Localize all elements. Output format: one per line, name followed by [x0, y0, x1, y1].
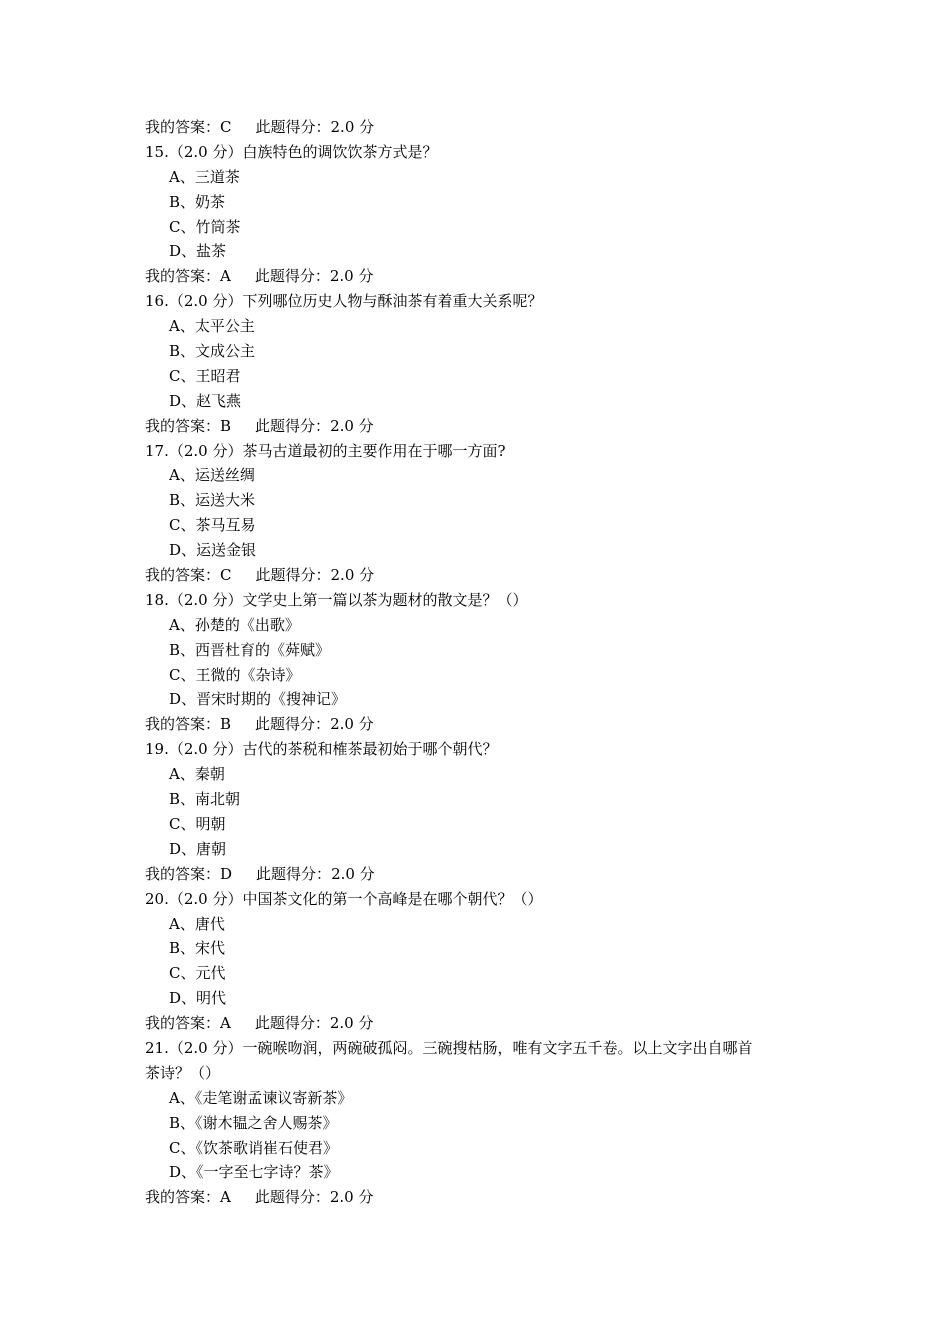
option-c: C、《饮茶歌诮崔石使君》 [169, 1138, 338, 1157]
question-text: 16.（2.0 分）下列哪位历史人物与酥油茶有着重大关系呢？ [145, 292, 543, 311]
score-label: 此题得分： [256, 864, 332, 883]
answer-line [145, 1185, 825, 1210]
option-c: C、竹筒茶 [169, 217, 241, 236]
option-c: C、王微的《杂诗》 [169, 665, 301, 684]
option-a: A、唐代 [169, 914, 225, 933]
option-d: D、《一字至七字诗？茶》 [169, 1163, 339, 1182]
answer-line [145, 712, 825, 737]
score-value: 2.0 分 [330, 715, 374, 734]
option-c: C、元代 [169, 964, 226, 983]
score-label: 此题得分： [255, 416, 331, 435]
answer-value: B [220, 715, 232, 734]
score-label: 此题得分： [254, 267, 330, 286]
option-b: B、西晋杜育的《荈赋》 [169, 640, 331, 659]
option-d: D、运送金银 [169, 541, 257, 560]
answer-value: A [220, 1188, 231, 1207]
question-text-continued: 茶诗？（） [145, 1063, 221, 1082]
answer-line [145, 115, 825, 140]
option-b: B、运送大米 [169, 491, 256, 510]
answer-value: A [220, 267, 231, 286]
score-value: 2.0 分 [329, 1188, 374, 1207]
option-b: B、文成公主 [169, 342, 256, 361]
answer-value: A [220, 1014, 231, 1033]
option-d: D、唐朝 [169, 839, 227, 858]
answer-label: 我的答案： [145, 566, 221, 585]
option-c: C、明朝 [169, 814, 226, 833]
answer-label: 我的答案： [145, 416, 221, 435]
option-b: B、《谢木韫之舍人赐茶》 [169, 1113, 338, 1132]
score-label: 此题得分： [255, 566, 331, 585]
answer-value: C [220, 566, 232, 585]
score-label: 此题得分： [255, 715, 331, 734]
option-a: A、秦朝 [169, 765, 225, 784]
option-a: A、三道茶 [169, 167, 240, 186]
answer-label: 我的答案： [145, 715, 221, 734]
answer-label: 我的答案： [145, 267, 221, 286]
score-value: 2.0 分 [329, 1014, 374, 1033]
answer-label: 我的答案： [145, 1014, 221, 1033]
option-d: D、赵飞燕 [169, 391, 242, 410]
option-b: B、宋代 [169, 939, 226, 958]
option-a: A、太平公主 [169, 317, 255, 336]
answer-value: C [220, 118, 232, 136]
option-c: C、王昭君 [169, 366, 241, 385]
answer-label: 我的答案： [145, 864, 221, 883]
answer-label: 我的答案： [145, 118, 221, 136]
answer-line [145, 264, 825, 289]
option-d: D、晋宋时期的《搜神记》 [169, 690, 347, 709]
option-a: A、孙楚的《出歌》 [169, 615, 300, 634]
answer-line [145, 563, 825, 588]
option-a: A、运送丝绸 [169, 466, 255, 485]
score-value: 2.0 分 [331, 864, 375, 883]
score-value: 2.0 分 [330, 416, 374, 435]
score-value: 2.0 分 [330, 566, 375, 585]
question-text: 20.（2.0 分）中国茶文化的第一个高峰是在哪个朝代？（） [145, 889, 543, 908]
option-b: B、奶茶 [169, 192, 226, 211]
option-a: A、《走笔谢孟谏议寄新茶》 [169, 1088, 353, 1107]
option-d: D、盐茶 [169, 242, 227, 261]
option-c: C、茶马互易 [169, 516, 256, 535]
quiz-content [145, 115, 825, 1210]
answer-line [145, 414, 825, 439]
question-text: 18.（2.0 分）文学史上第一篇以茶为题材的散文是？（） [145, 590, 528, 609]
score-label: 此题得分： [254, 1188, 330, 1207]
answer-value: B [220, 416, 232, 435]
question-text: 15.（2.0 分）白族特色的调饮饮茶方式是？ [145, 142, 438, 161]
answer-value: D [220, 864, 233, 883]
question-text: 17.（2.0 分）茶马古道最初的主要作用在于哪一方面? [145, 441, 506, 460]
score-label: 此题得分： [254, 1014, 330, 1033]
score-label: 此题得分： [255, 118, 331, 136]
question-text: 19.（2.0 分）古代的茶税和榷茶最初始于哪个朝代？ [145, 740, 498, 759]
answer-line [145, 1011, 825, 1036]
option-d: D、明代 [169, 989, 227, 1008]
score-value: 2.0 分 [330, 118, 375, 136]
option-b: B、南北朝 [169, 790, 241, 809]
answer-line [145, 862, 825, 887]
answer-label: 我的答案： [145, 1188, 221, 1207]
score-value: 2.0 分 [329, 267, 374, 286]
question-text: 21.（2.0 分）一碗喉吻润，两碗破孤闷。三碗搜枯肠，唯有文字五千卷。以上文字出自哪首 [145, 1038, 753, 1057]
